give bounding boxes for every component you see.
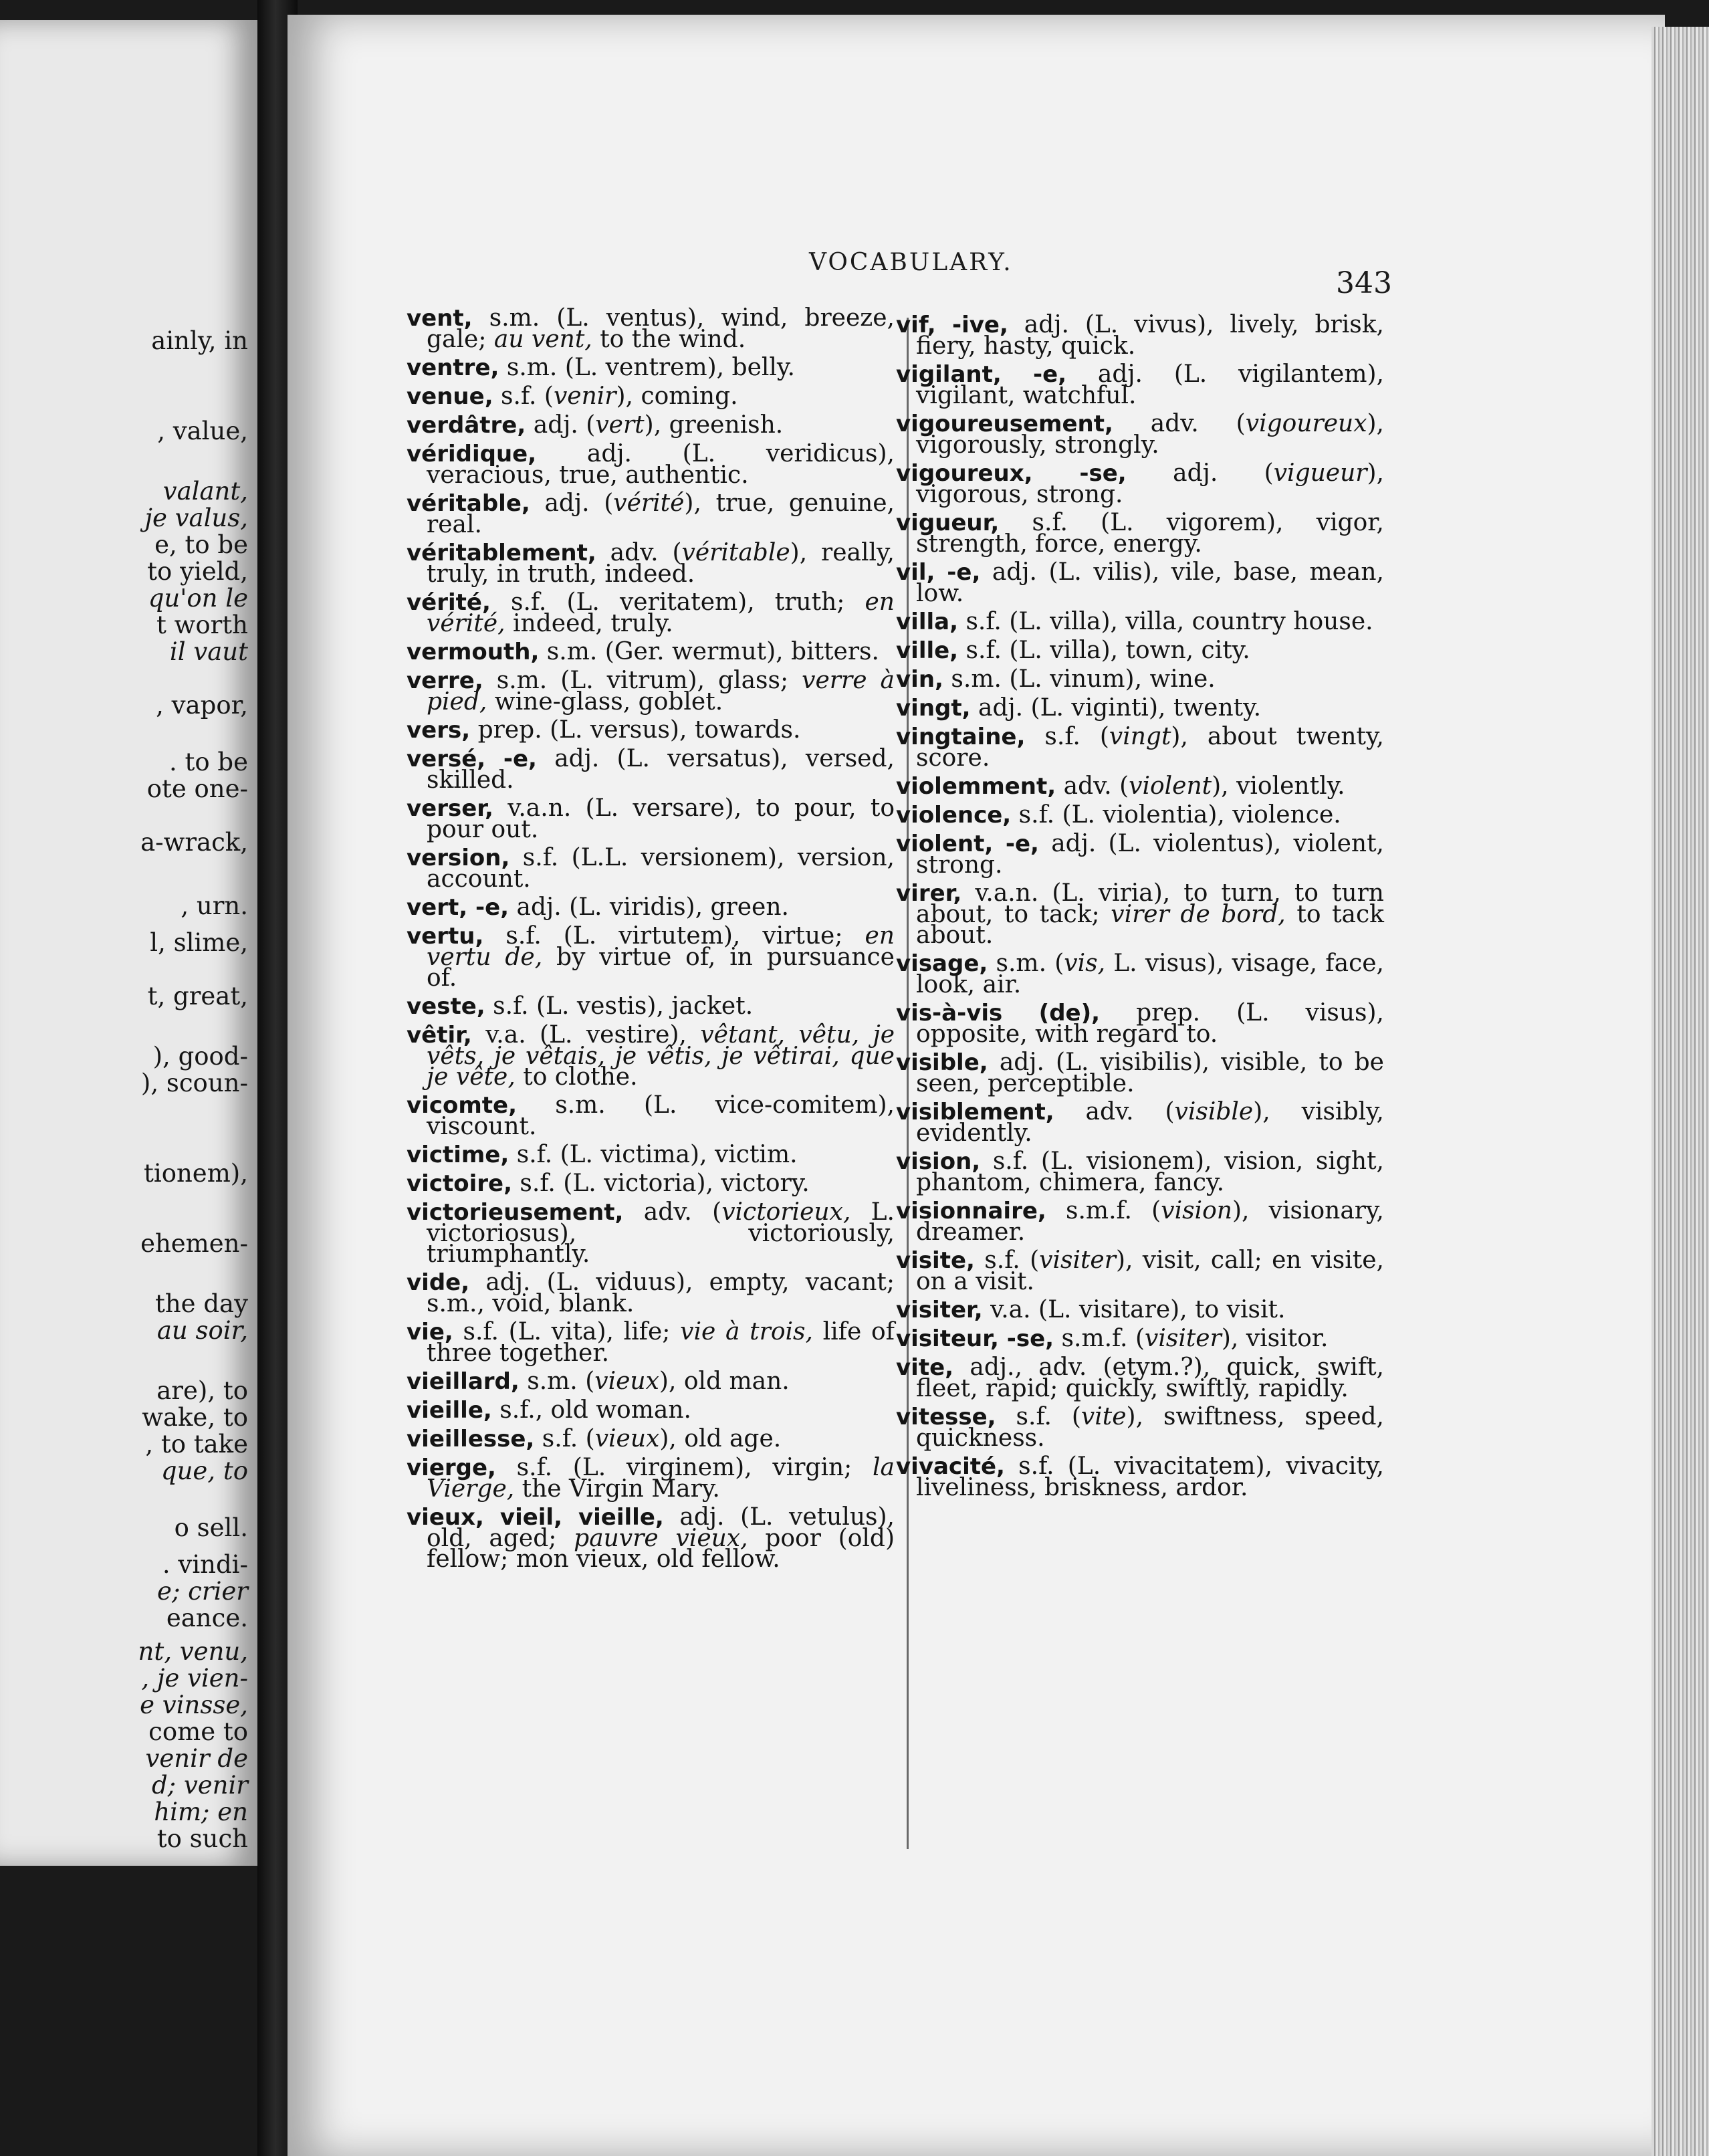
entry-headword: visionnaire, — [896, 1198, 1046, 1224]
entry-italic-phrase: vérité — [613, 490, 685, 517]
entry-definition-tail: ), true, genuine, real. — [427, 490, 895, 538]
entry-definition: s.f. ( — [974, 1247, 1040, 1274]
entry-definition: s.m. (L. ventus), wind, breeze, gale; — [427, 304, 895, 353]
facing-page-text-fragment: tionem), — [144, 1159, 248, 1188]
entry-italic-phrase: vigoureux — [1245, 410, 1367, 437]
entry-definition: adj. (L. vilis), vile, base, mean, low. — [916, 558, 1385, 607]
entry-definition: adv. ( — [1113, 410, 1246, 437]
entry-definition: adv. ( — [1056, 772, 1129, 800]
entry-definition-tail: L. victoriosus), victoriously, triumphantly. — [427, 1198, 895, 1268]
entry-headword: vieillard, — [407, 1368, 520, 1395]
entry-definition: adj. (L. vigilantem), vigilant, watchful. — [916, 360, 1384, 409]
entry-headword: véridique, — [407, 441, 537, 467]
entry-definition: s.m.f. ( — [1054, 1325, 1145, 1352]
facing-page-text-fragment: au soir, — [156, 1316, 248, 1345]
entry-definition: s.f. (L. vita), life; — [453, 1318, 681, 1345]
dictionary-entry — [407, 411, 895, 439]
dictionary-entry — [896, 999, 1384, 1048]
entry-definition: adj. (L. viginti), twenty. — [970, 694, 1262, 722]
dictionary-entry — [896, 608, 1384, 635]
entry-italic-phrase: vert — [595, 411, 645, 439]
entry-definition: adj., adv. (etym.?), quick, swift, fleet, rapid; quickly, swiftly, rapidly. — [916, 1354, 1384, 1402]
entry-definition-tail: ), greenish. — [644, 411, 784, 439]
entry-italic-phrase: virer de bord, — [1111, 901, 1286, 928]
entry-headword: verdâtre, — [407, 412, 526, 439]
entry-headword: vif, -ive, — [896, 312, 1008, 338]
entry-italic-phrase: visiter — [1039, 1247, 1116, 1274]
dictionary-entry — [896, 1049, 1384, 1097]
entry-definition-tail: to tack about. — [916, 901, 1384, 949]
entry-definition: s.m. (Ger. wermut), bitters. — [539, 638, 879, 665]
entry-headword: vin, — [896, 666, 943, 693]
entry-headword: violemment, — [896, 773, 1056, 800]
dictionary-entry — [407, 1170, 895, 1197]
facing-page-text-fragment: eance. — [166, 1604, 248, 1632]
dictionary-entry — [896, 1325, 1384, 1352]
entry-definition: v.a.n. (L. versare), to pour, to pour out. — [427, 794, 895, 843]
dictionary-entry — [407, 383, 895, 410]
facing-page-text-fragment: il vaut — [169, 637, 248, 666]
entry-definition-tail: ), vigorously, strongly. — [916, 410, 1384, 459]
dictionary-entry — [407, 844, 895, 893]
entry-headword: venue, — [407, 383, 493, 410]
facing-page-text-fragment: ), scoun- — [140, 1069, 248, 1097]
dictionary-entry — [896, 830, 1384, 879]
entry-italic-phrase: en vertu de, — [427, 922, 895, 971]
entry-headword: vingt, — [896, 695, 971, 722]
facing-page-text-fragment: to yield, — [147, 557, 248, 586]
dictionary-entry — [896, 637, 1384, 664]
dictionary-entry — [407, 794, 895, 843]
entry-definition-tail: ), coming. — [616, 383, 738, 410]
entry-definition-tail: ), visitor. — [1221, 1325, 1329, 1352]
entry-headword: vis-à-vis (de), — [896, 1000, 1101, 1027]
entry-definition: adj. (L. viduus), empty, vacant; s.m., void, blank. — [427, 1269, 895, 1317]
facing-page-text-fragment: o sell. — [174, 1513, 248, 1542]
facing-page-text-fragment: a-wrack, — [140, 828, 248, 857]
running-head: VOCABULARY. — [809, 249, 1013, 276]
entry-definition: adv. ( — [596, 539, 682, 566]
entry-headword: visage, — [896, 950, 988, 977]
facing-page-text-fragment: e; crier — [157, 1577, 248, 1606]
entry-definition-tail: to the wind. — [592, 326, 746, 353]
facing-page-text-fragment: qu'on le — [148, 584, 248, 613]
dictionary-entry — [896, 360, 1384, 409]
facing-page-text-fragment: e vinsse, — [140, 1691, 248, 1719]
facing-page-text-fragment: ), good- — [152, 1042, 248, 1071]
entry-headword: vert, -e, — [407, 894, 509, 921]
entry-definition: s.f. (L. victoria), victory. — [511, 1170, 810, 1197]
entry-headword: vers, — [407, 717, 471, 744]
entry-definition: v.a.n. (L. viria), to turn, to turn about, to tack; — [916, 879, 1384, 928]
entry-italic-phrase: pauvre vieux, — [574, 1525, 748, 1552]
dictionary-entry — [407, 354, 895, 381]
entry-definition: adj. (L. versatus), versed, skilled. — [427, 745, 895, 794]
entry-definition: adj. (L. violentus), violent, strong. — [916, 830, 1384, 879]
dictionary-entry — [407, 893, 895, 921]
entry-italic-phrase: la Vierge, — [427, 1454, 895, 1503]
entry-headword: visite, — [896, 1247, 975, 1274]
dictionary-entry — [896, 772, 1384, 800]
entry-headword: version, — [407, 845, 510, 871]
entry-headword: vie, — [407, 1319, 453, 1345]
entry-definition: s.f., old woman. — [491, 1396, 691, 1424]
entry-italic-phrase: vie à trois, — [680, 1318, 813, 1345]
entry-italic-phrase: visible — [1174, 1098, 1254, 1125]
dictionary-entry — [407, 1368, 895, 1395]
dictionary-entry — [896, 694, 1384, 722]
entry-headword: verser, — [407, 795, 493, 822]
entry-definition: adj. ( — [1126, 459, 1274, 487]
entry-definition: s.m.f. ( — [1046, 1197, 1161, 1224]
entry-italic-phrase: violent — [1129, 772, 1212, 800]
dictionary-entry — [407, 440, 895, 489]
entry-italic-phrase: victorieux, — [721, 1198, 851, 1226]
facing-page-text-fragment: . vindi- — [162, 1550, 248, 1579]
facing-page-text-fragment: , value, — [157, 417, 248, 445]
entry-headword: visible, — [896, 1049, 988, 1076]
entry-headword: victorieusement, — [407, 1199, 624, 1226]
entry-headword: vicomte, — [407, 1092, 517, 1119]
vocabulary-column-right — [896, 308, 1385, 1501]
entry-headword: verre, — [407, 667, 483, 694]
entry-headword: victime, — [407, 1142, 509, 1168]
facing-page-text-fragment: t worth — [156, 611, 248, 639]
dictionary-entry — [896, 509, 1384, 558]
entry-definition: adj. (L. vivus), lively, brisk, fiery, hasty, quick. — [916, 311, 1384, 360]
dictionary-entry — [407, 1198, 895, 1268]
dictionary-entry — [407, 1396, 895, 1424]
entry-definition: s.f. (L. violentia), violence. — [1011, 801, 1341, 829]
dictionary-entry — [407, 922, 895, 992]
entry-headword: vivacité, — [896, 1453, 1005, 1480]
entry-definition-tail: ), swiftness, speed, quickness. — [916, 1403, 1384, 1452]
entry-italic-phrase: vêtant, vêtu, je vêts, je vêtais, je vêtis, je vêtirai, que je vête, — [427, 1021, 895, 1091]
dictionary-entry — [407, 1454, 895, 1503]
entry-headword: vitesse, — [896, 1404, 996, 1430]
page-edges — [1651, 27, 1709, 2156]
entry-headword: vision, — [896, 1148, 981, 1175]
facing-page-text-fragment: ainly, in — [151, 326, 248, 355]
dictionary-entry — [896, 1098, 1384, 1147]
entry-definition: adj. ( — [526, 411, 596, 439]
entry-italic-phrase: vieux — [594, 1368, 659, 1395]
vocabulary-column-left — [407, 304, 895, 1573]
facing-page-text-fragment: que, to — [160, 1457, 248, 1485]
entry-headword: virer, — [896, 880, 962, 907]
entry-definition: s.f. (L. visionem), vision, sight, phantom, chimera, fancy. — [916, 1148, 1384, 1196]
entry-italic-phrase: vision — [1161, 1197, 1232, 1224]
entry-headword: vierge, — [407, 1454, 496, 1481]
dictionary-entry — [407, 1503, 895, 1573]
facing-page-text-fragment: t, great, — [147, 982, 248, 1010]
page-number: 343 — [1336, 266, 1392, 300]
entry-headword: vent, — [407, 305, 473, 332]
entry-headword: vigoureusement, — [896, 411, 1113, 437]
entry-definition: s.m. (L. vice-comitem), viscount. — [427, 1091, 895, 1140]
entry-headword: vertu, — [407, 923, 484, 950]
entry-italic-phrase: venir — [553, 383, 616, 410]
entry-definition-tail: to clothe. — [515, 1063, 638, 1091]
facing-page-text-fragment: him; en — [154, 1798, 248, 1826]
entry-definition: adj. (L. viridis), green. — [509, 893, 789, 921]
entry-italic-phrase: en vérité, — [427, 588, 895, 637]
entry-headword: vieillesse, — [407, 1426, 535, 1452]
facing-page-text-fragment: ote one- — [146, 774, 248, 803]
entry-headword: violence, — [896, 802, 1012, 829]
entry-definition-tail: ), really, truly, in truth, indeed. — [427, 539, 895, 588]
entry-headword: vite, — [896, 1354, 954, 1381]
entry-definition: s.m. (L. ventrem), belly. — [499, 354, 795, 381]
entry-definition: adv. ( — [623, 1198, 722, 1226]
entry-headword: vieille, — [407, 1397, 492, 1424]
facing-page-text-fragment: ehemen- — [140, 1229, 248, 1258]
entry-headword: vingtaine, — [896, 724, 1026, 750]
entry-definition: s.m. (L. vitrum), glass; — [483, 667, 802, 694]
entry-headword: vigilant, -e, — [896, 361, 1067, 388]
dictionary-entry — [896, 1148, 1384, 1196]
entry-definition: s.f. (L. vestis), jacket. — [485, 992, 754, 1020]
entry-definition: s.m. ( — [988, 950, 1064, 977]
entry-headword: ventre, — [407, 354, 499, 381]
facing-page-text-fragment: d; venir — [151, 1771, 248, 1800]
dictionary-entry — [896, 1247, 1384, 1295]
facing-page-text-fragment: , je vien- — [141, 1664, 248, 1693]
entry-definition-tail: ), old man. — [659, 1368, 790, 1395]
dictionary-entry — [896, 410, 1384, 459]
entry-definition: s.f. ( — [534, 1425, 595, 1452]
entry-definition: s.m. ( — [519, 1368, 595, 1395]
entry-definition: s.f. (L. vigorem), vigor, strength, force, energy. — [916, 509, 1384, 558]
facing-page-text-fragment: , urn. — [181, 891, 248, 920]
entry-definition: s.f. (L. villa), villa, country house. — [958, 608, 1373, 635]
entry-italic-phrase: vite — [1080, 1403, 1127, 1430]
entry-headword: veste, — [407, 993, 485, 1020]
dictionary-entry — [896, 558, 1385, 607]
entry-headword: versé, -e, — [407, 746, 537, 772]
dictionary-entry — [896, 1296, 1384, 1323]
facing-page-text-fragment: , vapor, — [156, 691, 248, 720]
entry-headword: vil, -e, — [896, 559, 981, 586]
dictionary-entry — [896, 950, 1384, 998]
entry-italic-phrase: vigueur — [1273, 459, 1367, 487]
dictionary-entry — [896, 1197, 1384, 1246]
entry-definition: v.a. (L. vestire), — [471, 1021, 701, 1049]
dictionary-entry — [407, 304, 895, 353]
entry-definition-tail: ), violently. — [1212, 772, 1345, 800]
entry-definition: s.f. (L. virginem), virgin; — [495, 1454, 873, 1481]
entry-definition: s.f. ( — [996, 1403, 1081, 1430]
dictionary-entry — [407, 1425, 895, 1452]
facing-page-text-fragment: nt, venu, — [138, 1637, 248, 1666]
dictionary-entry — [407, 1318, 895, 1367]
facing-page-text-fragment: the day — [154, 1289, 248, 1318]
dictionary-entry — [407, 588, 895, 637]
entry-definition-tail: ), visit, call; en visite, on a visit. — [916, 1247, 1384, 1295]
dictionary-entry — [407, 1269, 895, 1317]
facing-page-text-fragment: je valus, — [144, 504, 248, 532]
dictionary-entry — [896, 1403, 1384, 1452]
entry-italic-phrase: verre à pied, — [427, 667, 895, 716]
dictionary-entry — [407, 638, 895, 665]
entry-definition: adj. (L. veridicus), veracious, true, authentic. — [427, 440, 895, 489]
entry-italic-phrase: vieux — [594, 1425, 660, 1452]
facing-page-text-fragment: l, slime, — [150, 928, 248, 957]
entry-headword: vêtir, — [407, 1022, 472, 1049]
entry-headword: visiteur, -se, — [896, 1325, 1054, 1352]
entry-headword: vermouth, — [407, 639, 540, 665]
facing-page-text-fragment: e, to be — [154, 530, 248, 559]
entry-definition-tail: ), visionary, dreamer. — [916, 1197, 1384, 1246]
entry-definition: s.m. (L. vinum), wine. — [943, 665, 1216, 693]
entry-headword: vide, — [407, 1269, 470, 1296]
entry-definition: s.f. (L. vivacitatem), vivacity, liveliness, briskness, ardor. — [916, 1452, 1384, 1501]
entry-italic-phrase: au vent, — [493, 326, 592, 353]
dictionary-entry — [407, 539, 895, 588]
facing-page-text-fragment: , to take — [145, 1430, 248, 1459]
dictionary-entry — [407, 1091, 895, 1140]
dictionary-entry — [407, 667, 895, 716]
facing-page-text-fragment: . to be — [168, 748, 248, 776]
dictionary-entry — [407, 745, 895, 794]
entry-definition: v.a. (L. visitare), to visit. — [982, 1296, 1286, 1323]
dictionary-entry — [896, 1452, 1384, 1501]
dictionary-entry — [407, 490, 895, 538]
entry-definition-tail: ), visibly, evidently. — [916, 1098, 1384, 1147]
entry-definition-tail: indeed, truly. — [505, 610, 673, 637]
entry-italic-phrase: vis, — [1064, 950, 1106, 977]
dictionary-entry — [896, 311, 1384, 360]
entry-italic-phrase: véritable — [681, 539, 790, 566]
facing-page-fragment — [0, 20, 257, 1866]
entry-definition: prep. (L. visus), opposite, with regard to. — [916, 999, 1384, 1048]
entry-headword: vieux, vieil, vieille, — [407, 1504, 664, 1531]
entry-headword: vérité, — [407, 589, 491, 616]
entry-definition: s.f. (L. virtutem), virtue; — [483, 922, 865, 950]
entry-definition: adj. (L. vetulus), old, aged; — [427, 1503, 895, 1552]
entry-definition-tail: poor (old) fellow; mon vieux, old fellow. — [427, 1525, 895, 1573]
dictionary-entry — [407, 1141, 895, 1168]
dictionary-entry — [407, 716, 895, 744]
entry-headword: violent, -e, — [896, 831, 1039, 857]
entry-headword: victoire, — [407, 1170, 512, 1197]
entry-definition: s.f. ( — [1025, 723, 1109, 750]
entry-definition: s.f. (L. veritatem), truth; — [490, 588, 865, 616]
facing-page-text-fragment: venir de — [145, 1744, 248, 1773]
entry-definition: adj. ( — [530, 490, 614, 517]
dictionary-entry — [896, 723, 1384, 772]
entry-headword: vigueur, — [896, 510, 1000, 536]
entry-definition: s.f. (L. victima), victim. — [509, 1141, 798, 1168]
dictionary-entry — [896, 1354, 1384, 1402]
entry-definition: s.f. (L.L. versionem), version, account. — [427, 844, 895, 893]
entry-italic-phrase: visiter — [1145, 1325, 1222, 1352]
entry-headword: villa, — [896, 609, 958, 635]
dictionary-entry — [896, 459, 1384, 508]
facing-page-text-fragment: valant, — [162, 477, 248, 506]
entry-definition: adv. ( — [1054, 1098, 1175, 1125]
facing-page-text-fragment: wake, to — [142, 1403, 248, 1432]
entry-headword: vigoureux, -se, — [896, 460, 1127, 487]
dictionary-entry — [896, 665, 1384, 693]
facing-page-text-fragment: are), to — [156, 1376, 248, 1405]
entry-italic-phrase: vingt — [1109, 723, 1171, 750]
entry-headword: ville, — [896, 637, 959, 664]
dictionary-entry — [896, 879, 1384, 949]
entry-definition-tail: wine-glass, goblet. — [487, 688, 723, 716]
entry-definition: s.f. ( — [493, 383, 554, 410]
entry-definition-tail: ), about twenty, score. — [916, 723, 1384, 772]
entry-headword: véritablement, — [407, 540, 596, 566]
entry-headword: visiter, — [896, 1297, 983, 1323]
entry-definition-tail: the Virgin Mary. — [514, 1475, 720, 1503]
facing-page-text-fragment: come to — [148, 1717, 248, 1746]
entry-definition: s.f. (L. villa), town, city. — [958, 637, 1250, 664]
entry-definition-tail: ), old age. — [659, 1425, 782, 1452]
entry-definition-tail: life of three together. — [427, 1318, 895, 1367]
entry-definition-tail: by virtue of, in pursuance of. — [427, 944, 895, 992]
entry-definition: prep. (L. versus), towards. — [470, 716, 801, 744]
dictionary-entry — [407, 992, 895, 1020]
dictionary-entry — [896, 801, 1384, 829]
dictionary-entry — [407, 1021, 895, 1091]
entry-definition-tail: L. visus), visage, face, look, air. — [916, 950, 1384, 998]
entry-definition-tail: ), vigorous, strong. — [916, 459, 1384, 508]
facing-page-text-fragment: to such — [156, 1824, 248, 1853]
entry-headword: véritable, — [407, 490, 530, 517]
entry-headword: visiblement, — [896, 1099, 1054, 1125]
entry-definition: adj. (L. visibilis), visible, to be seen, perceptible. — [916, 1049, 1384, 1097]
